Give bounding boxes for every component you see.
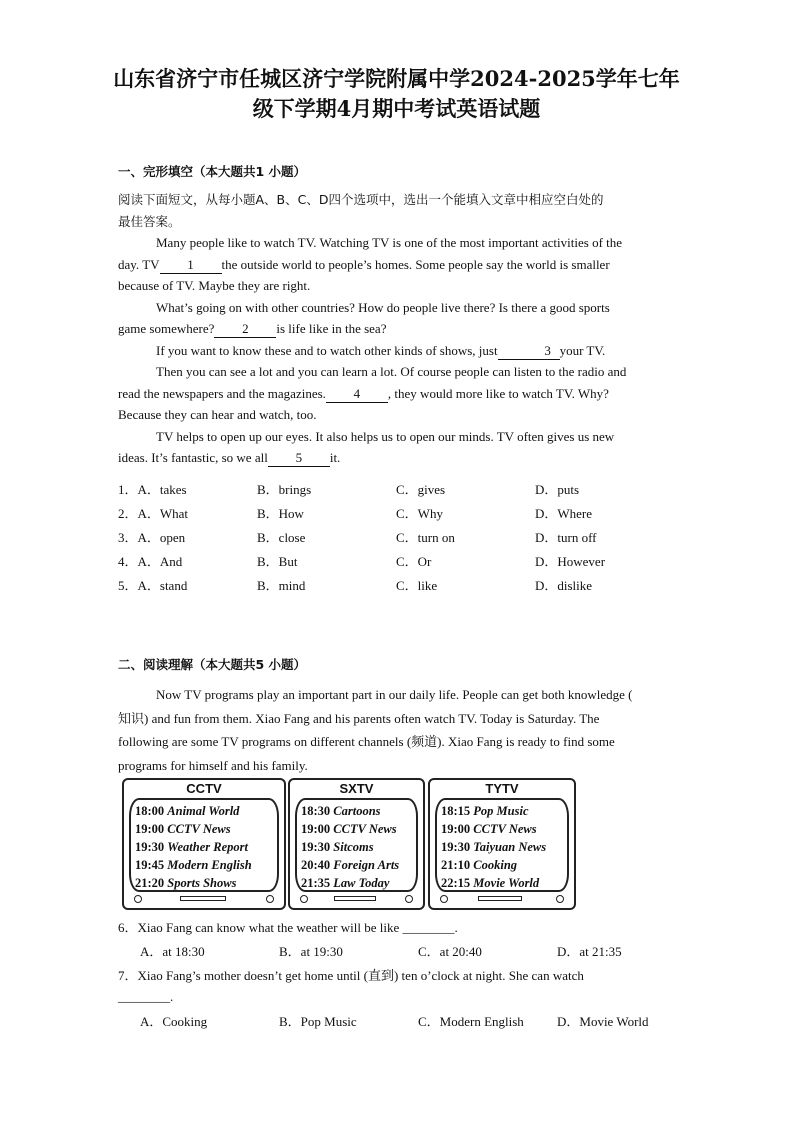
q7-option-c[interactable]: C．Modern English [418,1014,524,1029]
program-item: 19:45 Modern English [135,858,252,872]
option-4c[interactable]: C．Or [396,554,432,569]
q7-option-d[interactable]: D．Movie World [557,1014,649,1029]
option-3d[interactable]: D．turn off [535,530,597,545]
option-5c[interactable]: C．like [396,578,438,593]
tv-controls [124,890,284,908]
option-1b[interactable]: B．brings [257,482,312,497]
exam-title [90,64,703,124]
option-row [118,551,678,575]
paragraph-5-line-2: ideas. It’s fantastic, so we all 5 it. [118,450,341,465]
option-5a[interactable]: 5．A．stand [118,578,188,593]
question-6: 6．Xiao Fang can know what the weather will be like ________. [118,920,458,935]
option-2d[interactable]: D．Where [535,506,593,521]
question-7-line-2: ________. [118,989,174,1004]
channel-name: CCTV [186,781,222,796]
title-line-2: 级下学期4月期中考试英语试题 [252,96,541,121]
q6-option-c[interactable]: C．at 20:40 [418,944,482,959]
paragraph-4-line-2: read the newspapers and the magazines. 4 , they would more like to watch TV. Why? [118,385,609,401]
paragraph-1-line-1: Many people like to watch TV. Watching TV is one of the most important activities of the [156,235,623,250]
knob-icon [405,895,413,903]
program-item: 21:35 Law Today [301,876,390,890]
panel-bar [334,896,376,901]
instructions-line-2: 最佳答案。 [118,213,181,229]
question-7-options [140,1011,696,1030]
question-6-options [140,941,696,960]
option-4a[interactable]: 4．A．And [118,554,183,569]
option-3c[interactable]: C．turn on [396,530,455,545]
section-1-passage [118,189,666,469]
paragraph-4-line-1: Then you can see a lot and you can learn a lot. Of course people can listen to the radio and [156,364,627,379]
option-row [118,503,678,527]
paragraph-3: If you want to know these and to watch other kinds of shows, just 3 your TV. [156,342,606,358]
q7-option-b[interactable]: B．Pop Music [279,1014,357,1029]
option-2a[interactable]: 2．A．What [118,506,189,521]
tv-tytv [428,778,576,910]
tv-controls [290,890,423,908]
paragraph-1-line-3: because of TV. Maybe they are right. [118,278,311,293]
program-item: 19:30 Taiyuan News [441,840,547,854]
question-7-line-1: 7．Xiao Fang’s mother doesn’t get home until (直到) ten o’clock at night. She can watch [118,968,584,983]
q6-option-b[interactable]: B．at 19:30 [279,944,343,959]
option-5d[interactable]: D．dislike [535,578,593,593]
q6-option-a[interactable]: A．at 18:30 [140,944,205,959]
section-2-heading: 二、阅读理解（本大题共5 小题） [118,657,307,672]
passage-line-4: programs for himself and his family. [118,757,308,773]
program-item: 20:40 Foreign Arts [301,858,400,872]
section-2-passage [118,683,666,777]
blank-3: 3 [498,343,560,360]
program-item: 18:00 Animal World [135,804,240,818]
blank-4: 4 [326,386,388,403]
tv-controls [430,890,574,908]
option-3b[interactable]: B．close [257,530,306,545]
blank-5: 5 [268,450,330,467]
option-3a[interactable]: 3．A．open [118,530,186,545]
channel-name: SXTV [339,781,374,796]
paragraph-1-line-2: day. TV 1 the outside world to people’s homes. Some people say the world is smaller [118,256,610,272]
tv-screen [435,798,569,892]
option-row [118,575,678,599]
knob-icon [134,895,142,903]
passage-line-3: following are some TV programs on different channels (频道). Xiao Fang is ready to find some [118,734,615,749]
option-2c[interactable]: C．Why [396,506,443,521]
instructions-line-1: 阅读下面短文，从每小题A、B、C、D四个选项中，选出一个能填入文章中相应空白处的 [118,192,604,207]
option-2b[interactable]: B．How [257,506,304,521]
channel-name: TYTV [485,781,519,796]
option-1d[interactable]: D．puts [535,482,580,497]
program-item: 19:30 Weather Report [135,840,248,854]
blank-2: 2 [214,321,276,338]
title-line-1: 山东省济宁市任城区济宁学院附属中学2024-2025学年七年 [113,66,680,91]
paragraph-2-line-2: game somewhere? 2 is life like in the sea? [118,321,387,336]
knob-icon [300,895,308,903]
q6-option-d[interactable]: D．at 21:35 [557,944,622,959]
option-1a[interactable]: 1．A．takes [118,482,187,497]
section-1-heading: 一、完形填空（本大题共1 小题） [118,164,307,179]
blank-1: 1 [160,257,222,274]
option-row [118,527,678,551]
paragraph-4-line-3: Because they can hear and watch, too. [118,407,317,422]
tv-screen [295,798,418,892]
cloze-options [118,479,678,599]
passage-line-2: 知识) and fun from them. Xiao Fang and his parents often watch TV. Today is Saturday. The [118,710,600,726]
knob-icon [556,895,564,903]
program-item: 21:10 Cooking [441,858,518,872]
knob-icon [266,895,274,903]
program-item: 21:20 Sports Shows [135,876,237,890]
program-item: 19:30 Sitcoms [301,840,374,854]
paragraph-5-line-1: TV helps to open up our eyes. It also helps us to open our minds. TV often gives us new [156,428,615,444]
paragraph-2-line-1: What’s going on with other countries? How do people live there? Is there a good sports [156,299,610,315]
knob-icon [440,895,448,903]
tv-cctv [122,778,286,910]
tv-listings-image [118,778,578,910]
panel-bar [478,896,522,901]
tv-sxtv [288,778,425,910]
program-item: 19:00 CCTV News [135,822,231,836]
passage-line-1: Now TV programs play an important part in our daily life. People can get both knowledge ( [156,687,633,702]
option-5b[interactable]: B．mind [257,578,306,593]
program-item: 22:15 Movie World [441,876,540,890]
q7-option-a[interactable]: A．Cooking [140,1014,208,1029]
panel-bar [180,896,226,901]
option-4b[interactable]: B．But [257,554,298,569]
option-row [118,479,678,503]
program-item: 19:00 CCTV News [441,822,537,836]
program-item: 18:30 Cartoons [301,804,381,818]
option-4d[interactable]: D．However [535,554,606,569]
program-item: 18:15 Pop Music [441,804,529,818]
tv-screen [129,798,279,892]
option-1c[interactable]: C．gives [396,482,446,497]
program-item: 19:00 CCTV News [301,822,397,836]
